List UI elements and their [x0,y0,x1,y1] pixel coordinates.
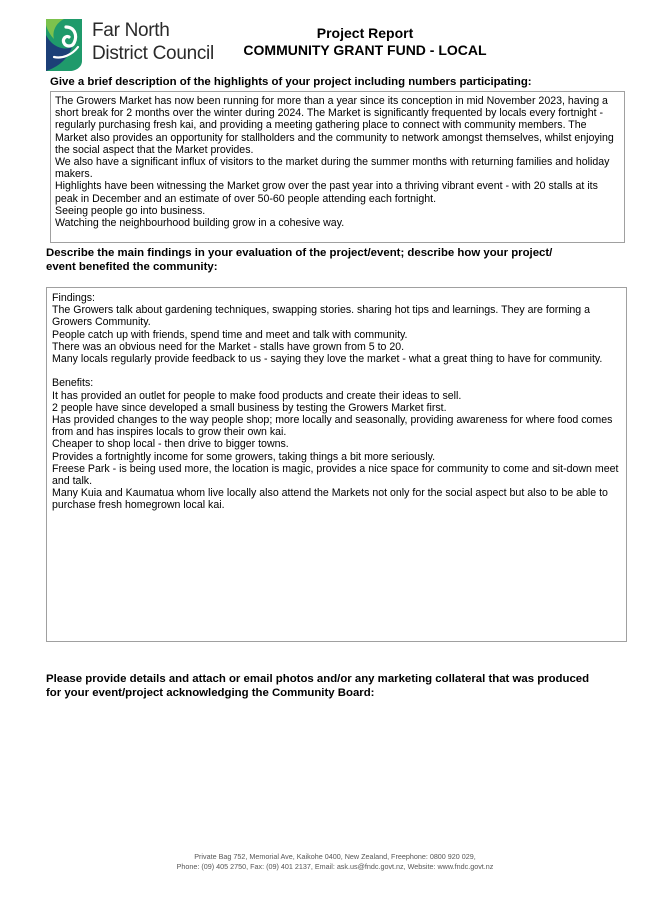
finding-item: The Growers talk about gardening techniques, swapping stories. sharing hot tips and learnings. They are forming a Growers Community. [52,304,591,329]
finding-item: Many locals regularly provide feedback to us - saying they love the market - what a great thing to have for community. [52,353,603,366]
report-subtitle: COMMUNITY GRANT FUND - LOCAL [243,42,487,58]
benefit-item: Provides a fortnightly income for some growers, taking things a bit more seriously. [52,450,436,463]
benefit-item: Has provided changes to the way people shop; more locally and seasonally, providing awareness for where food comes from and has inspires locals to grow their own kai. [52,414,613,439]
findings-question [46,246,552,274]
benefit-item: 2 people have since developed a small business by testing the Growers Market first. [52,401,447,414]
highlights-paragraph: We also have a significant influx of visitors to the market during the summer months with returning families and holiday makers. [55,156,610,181]
findings-question-line-2: event benefited the community: [46,261,218,273]
marketing-question-line-2: for your event/project acknowledging the Community Board: [46,687,375,699]
findings-answer-box [46,287,627,642]
council-logo [42,17,212,73]
logo-line-2: District Council [92,43,214,64]
blank-line [52,365,621,377]
highlights-paragraph: Highlights have been witnessing the Market grow over the past year into a thriving vibrant event - with 20 stalls at its peak in December and an estimate of over 50-60 people attending each fortnight. [55,180,598,205]
council-logo-text [92,19,214,65]
report-title: Project Report [316,25,414,41]
benefit-item: Freese Park - is being used more, the location is magic, provides a nice space for community to come and sit-down meet and talk. [52,462,619,488]
benefit-item: Many Kuia and Kaumatua whom live locally also attend the Markets not only for the social aspect but also to be able to purchase fresh homegrown local kai. [52,487,608,512]
highlights-answer-box [50,91,625,243]
highlights-paragraph: The Growers Market has now been running for more than a year since its conception in mid November 2023, having a short break for 2 months over the winter during 2024. The Market is significantly frequented by locals every fortnight - regularly purchasing fresh kai, and providing a meeting gathering place to connect with community members. The Market also provides an opportunity for stallholders and the community to network amongst themselves, whilst enjoying the social aspect that the Market provides. [55,95,614,156]
council-logo-mark-icon [42,17,86,71]
finding-item: People catch up with friends, spend time and meet and talk with community. [52,328,408,341]
footer-line-2: Phone: (09) 405 2750, Fax: (09) 401 2137, Email: ask.us@fndc.govt.nz, Website: www.fndc.govt.nz [176,861,494,871]
marketing-question [46,672,589,700]
benefits-heading: Benefits: [52,377,94,390]
highlights-paragraph: Seeing people go into business. [55,204,206,217]
benefit-item: It has provided an outlet for people to make food products and create their ideas to sell. [52,389,462,402]
page-title [215,25,515,59]
logo-line-1: Far North [92,20,170,41]
findings-question-line-1: Describe the main findings in your evaluation of the project/event; describe how your project/ [46,247,553,259]
findings-heading: Findings: [52,292,95,304]
page-footer [150,852,520,871]
highlights-paragraph: Watching the neighbourhood building grow in a cohesive way. [55,217,345,230]
highlights-question: Give a brief description of the highlights of your project including numbers participating: [50,76,532,88]
benefit-item: Cheaper to shop local - then drive to bigger towns. [52,438,289,451]
marketing-question-line-1: Please provide details and attach or email photos and/or any marketing collateral that was produced [46,673,590,685]
footer-line-1: Private Bag 752, Memorial Ave, Kaikohe 0400, New Zealand, Freephone: 0800 920 029, [194,852,476,861]
finding-item: There was an obvious need for the Market - stalls have grown from 5 to 20. [52,340,405,353]
